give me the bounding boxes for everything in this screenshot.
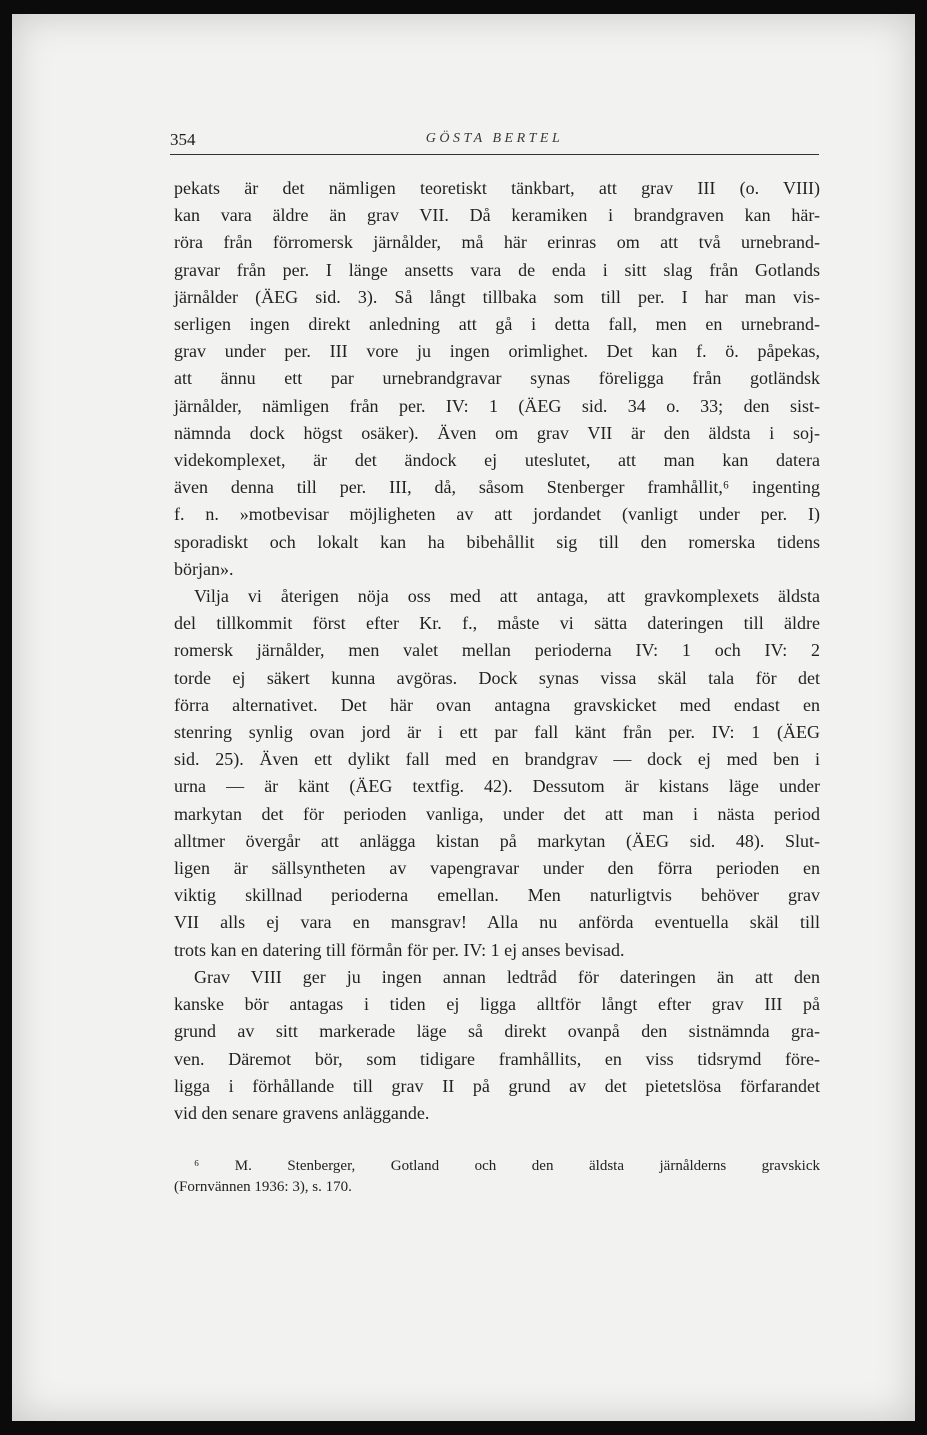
text-line: förra alternativet. Det här ovan antagna gravskicket med endast en (174, 694, 820, 715)
running-head: GÖSTA BERTEL (425, 131, 564, 146)
paragraph-2 (174, 583, 820, 964)
text-line: vid den senare gravens anläggande. (174, 1102, 430, 1123)
text-line: f. n. »motbevisar möjligheten av att jordandet (vanligt under per. I) (174, 504, 820, 525)
text-line: markytan det för perioden vanliga, under det att man i nästa period (174, 803, 820, 824)
text-line: sporadiskt och lokalt kan ha bibehållit sig till den romerska tidens (174, 531, 820, 552)
text-line: urna — är känt (ÄEG textfig. 42). Dessutom är kistans läge under (174, 776, 820, 797)
footnote (174, 1156, 820, 1198)
text-line: grav under per. III vore ju ingen orimlighet. Det kan f. ö. påpekas, (174, 341, 820, 362)
paragraph-3 (174, 964, 820, 1127)
text-line: ligen är sällsyntheten av vapengravar under den förra perioden en (174, 858, 820, 879)
text-line: nämnda dock högst osäker). Även om grav VII är den äldsta i soj- (174, 422, 820, 443)
text-line: även denna till per. III, då, såsom Stenberger framhållit,⁶ ingenting (174, 477, 820, 498)
text-line: alltmer övergår att anlägga kistan på markytan (ÄEG sid. 48). Slut- (174, 830, 820, 851)
text-line: järnålder (ÄEG sid. 3). Så långt tillbaka som till per. I har man vis- (174, 286, 820, 307)
text-line: järnålder, nämligen från per. IV: 1 (ÄEG sid. 34 o. 33; den sist- (174, 395, 820, 416)
text-line: del tillkommit först efter Kr. f., måste vi sätta dateringen till äldre (174, 613, 820, 634)
footnote-line: (Fornvännen 1936: 3), s. 170. (174, 1179, 352, 1195)
text-line: trots kan en datering till förmån för per. IV: 1 ej anses bevisad. (174, 939, 625, 960)
text-line: pekats är det nämligen teoretiskt tänkbart, att grav III (o. VIII) (174, 178, 820, 198)
text-line: röra från förromersk järnålder, må här erinras om att två urnebrand- (174, 232, 820, 253)
text-line: serligen ingen direkt anledning att gå i detta fall, men en urnebrand- (174, 314, 820, 335)
text-line: Grav VIII ger ju ingen annan ledtråd för dateringen än att den (194, 966, 820, 987)
text-line: att ännu ett par urnebrandgravar synas föreligga från gotländsk (174, 368, 820, 389)
text-line: stenring synlig ovan jord är i ett par fall känt från per. IV: 1 (ÄEG (174, 722, 820, 743)
text-line: Vilja vi återigen nöja oss med att antaga, att gravkomplexets äldsta (194, 586, 820, 607)
text-line: videkomplexet, är det ändock ej uteslutet, att man kan datera (174, 450, 820, 471)
text-line: grund av sitt markerade läge så direkt ovanpå den sistnämnda gra- (174, 1021, 820, 1042)
paragraph-1 (174, 175, 820, 583)
text-line: ven. Däremot bör, som tidigare framhållits, en viss tidsrymd före- (174, 1048, 820, 1069)
text-line: sid. 25). Även ett dylikt fall med en brandgrav — dock ej med ben i (174, 749, 820, 770)
text-line: kanske bör antagas i tiden ej ligga alltför långt efter grav III på (174, 994, 820, 1015)
text-line: VII alls ej vara en mansgrav! Alla nu anförda eventuella skäl till (174, 912, 820, 933)
text-line: gravar från per. I länge ansetts vara de enda i sitt slag från Gotlands (174, 259, 820, 280)
text-line: torde ej säkert kunna avgöras. Dock synas vissa skäl tala för det (174, 667, 820, 688)
page-header (170, 128, 819, 155)
body-text (174, 175, 820, 1127)
text-line: viktig skillnad perioderna emellan. Men naturligtvis behöver grav (174, 885, 820, 906)
text-line: början». (174, 558, 234, 579)
text-line: kan vara äldre än grav VII. Då keramiken i brandgraven kan här- (174, 205, 820, 226)
text-line: ligga i förhållande till grav II på grund av det pietetslösa förfarandet (174, 1075, 820, 1096)
text-line: romersk järnålder, men valet mellan perioderna IV: 1 och IV: 2 (174, 640, 820, 661)
page-number: 354 (170, 130, 196, 149)
footnote-line: ⁶ M. Stenberger, Gotland och den äldsta järnålderns gravskick (194, 1158, 820, 1174)
